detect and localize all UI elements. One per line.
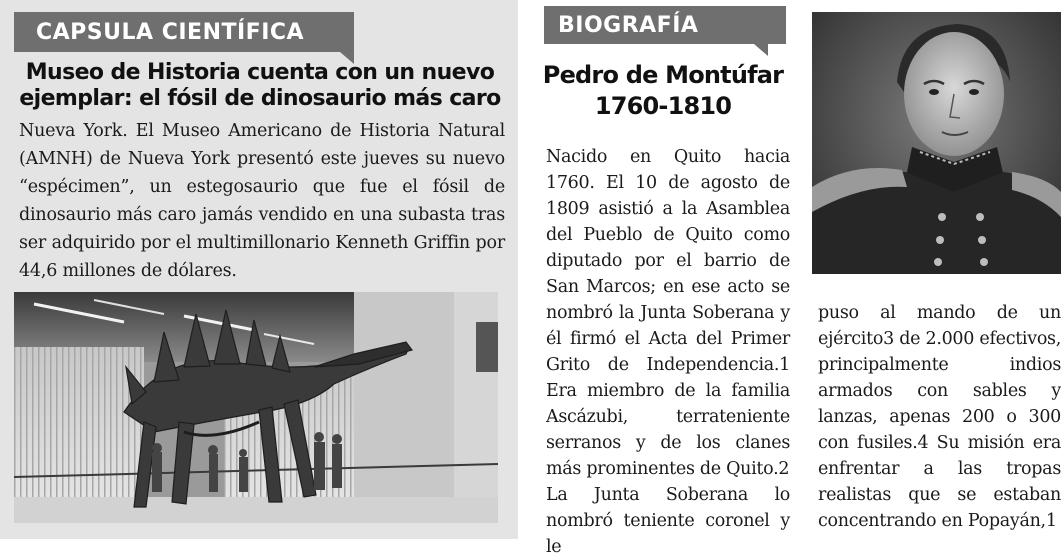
section-tag-tail xyxy=(754,44,768,56)
biography-title xyxy=(540,60,786,122)
biography-name: Pedro de Montúfar xyxy=(542,61,784,89)
section-tag-capsula: CAPSULA CIENTÍFICA xyxy=(14,12,354,52)
biography-paragraph: puso al mando de un ejército3 de 2.000 efectivos, principalmente indios armados con sables y lanzas, apenas 200 o 300 con fusiles.4 Su misión era enfrentar a las tropas realistas que se estaban concentrando en Popayán,1 xyxy=(818,303,1061,531)
biography-years: 1760-1810 xyxy=(594,92,732,120)
portrait-photo xyxy=(812,12,1061,274)
biography-column-1 xyxy=(546,144,790,560)
article-headline: Museo de Historia cuenta con un nuevo ejemplar: el fósil de dinosaurio más caro xyxy=(19,60,501,111)
section-tag-biografia: BIOGRAFÍA xyxy=(544,6,786,44)
article-body: Nueva York. El Museo Americano de Historia Natural (AMNH) de Nueva York presentó este jueves su nuevo “espécimen”, un estegosaurio que fue el fósil de dinosaurio más caro jamás vendido en una subasta tras ser adquirido por el multimillonario Kenneth Griffin por 44,6 millones de dólares. xyxy=(19,121,505,281)
biography-column-2 xyxy=(818,300,1061,534)
biography-paragraph: La Junta Soberana lo nombró teniente coronel y le xyxy=(546,485,790,557)
biography-paragraph: Nacido en Quito hacia 1760. El 10 de agosto de 1809 asistió a la Asamblea del Pueblo de Quito como diputado por el barrio de San Marcos; en ese acto se nombró la Junta Soberana y él firmó el Acta del Primer Grito de Independencia.1 Era miembro de la familia Ascázubi, terrateniente serranos y de los clanes más prominentes de Quito.2 xyxy=(546,147,790,479)
stegosaurus-photo xyxy=(14,292,498,523)
